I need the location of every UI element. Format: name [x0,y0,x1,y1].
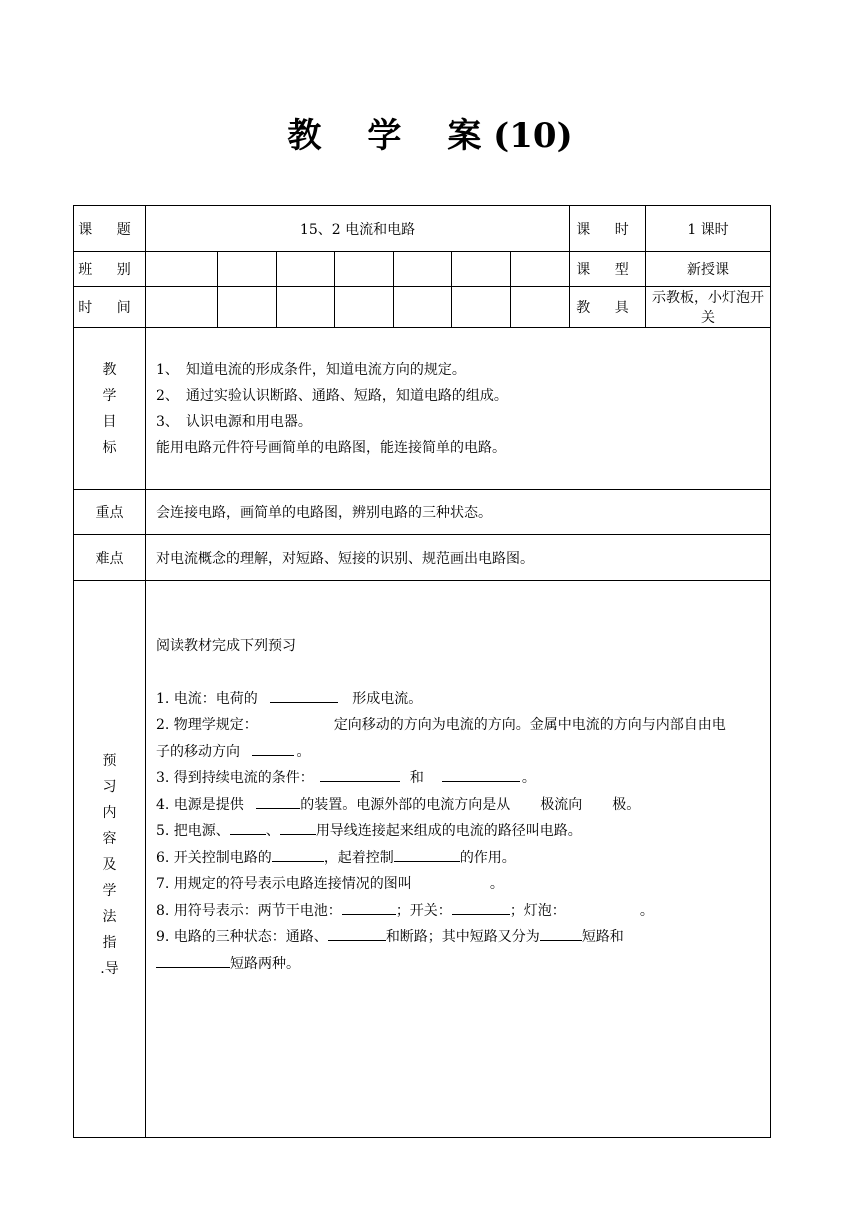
time-label: 时 间 [74,287,146,328]
blank[interactable] [230,820,266,835]
q3-text: 3. 得到持续电流的条件： [156,770,314,786]
blank[interactable] [442,767,520,782]
class-cell [511,252,570,287]
difficult-text: 对电流概念的理解，对短路、短接的识别、规范画出电路图。 [146,535,771,581]
preview-content [146,581,771,1138]
q3-text: 。 [521,770,536,786]
q6-text: 6. 开关控制电路的 [156,849,272,866]
q5-text: 用导线连接起来组成的电流的路径叫电路。 [315,823,582,839]
q3-text: 和 [409,770,424,786]
question-1 [156,686,764,713]
key-text: 会连接电路，画简单的电路图，辨别电路的三种状态。 [146,490,771,535]
period-label: 课 时 [570,206,646,252]
type-value: 新授课 [646,252,771,287]
preview-label-char: 内 [102,805,117,821]
q9-text: 9. 电路的三种状态：通路、 [156,929,328,945]
time-cell [218,287,277,328]
preview-label-char: 习 [102,779,117,795]
page-title [0,108,860,157]
q9-text: 短路和 [581,929,624,945]
preview-label-char: 容 [102,831,117,847]
q7-text: 。 [489,876,504,892]
difficult-label: 难点 [74,535,146,581]
time-cell [335,287,394,328]
q8-text: 。 [639,902,654,919]
class-cell [335,252,394,287]
question-2 [156,712,764,739]
q2-text: 。 [296,743,311,760]
preview-label-char: 法 [102,909,117,925]
blank[interactable] [156,953,230,968]
q6-text: ，起着控制 [323,849,394,866]
question-9 [156,924,764,951]
goal-item: 1、 知道电流的形成条件，知道电流方向的规定。 [156,361,466,378]
blank[interactable] [252,741,294,756]
q4-text: 极。 [612,796,641,813]
q2-text: 定向移动的方向为电流的方向。金属中电流的方向与内部自由电 [333,717,726,733]
blank[interactable] [320,767,400,782]
preview-label-char: 指 [102,935,117,951]
class-cell [452,252,511,287]
tools-label: 教 具 [570,287,646,328]
goal-item: 3、 认识电源和用电器。 [156,413,312,430]
q9-text: 和断路；其中短路又分为 [385,929,540,945]
row-key [74,490,771,535]
q7-text: 7. 用规定的符号表示电路连接情况的图叫 [156,876,412,892]
title-char-1: 教 [287,116,322,156]
class-label: 班 别 [74,252,146,287]
preview-label-char: .导 [100,961,119,977]
preview-intro: 阅读教材完成下列预习 [156,638,296,654]
q1-text: 形成电流。 [352,690,423,707]
title-char-3: 案 [447,116,482,156]
question-5 [156,818,764,845]
question-6 [156,845,764,872]
preview-label [74,581,146,1138]
row-topic [74,206,771,252]
q4-text: 极流向 [540,796,583,813]
q2-text: 子的移动方向 [156,743,240,760]
goals-label-char: 教 [102,361,117,378]
goal-item: 2、 通过实验认识断路、通路、短路，知道电路的组成。 [156,387,508,404]
question-3 [156,765,764,792]
row-difficult [74,535,771,581]
blank[interactable] [540,926,582,941]
time-cell [511,287,570,328]
q2-text: 2. 物理学规定： [156,717,258,733]
goals-content [146,328,771,490]
goal-item: 能用电路元件符号画简单的电路图，能连接简单的电路。 [156,439,506,456]
q5-text: 5. 把电源、 [156,823,230,839]
blank[interactable] [394,847,460,862]
blank[interactable] [328,926,386,941]
preview-label-char: 预 [102,753,117,769]
time-cell [146,287,218,328]
q4-text: 的装置。电源外部的电流方向是从 [300,796,511,813]
lesson-plan-table [73,205,771,1138]
row-class [74,252,771,287]
q4-text: 4. 电源是提供 [156,796,244,813]
preview-label-char: 及 [102,857,117,873]
title-char-2: 学 [367,116,402,156]
row-preview [74,581,771,1138]
blank[interactable] [270,688,338,703]
topic-label: 课 题 [74,206,146,252]
q8-text: ；灯泡： [509,902,566,919]
title-number: (10) [493,116,573,156]
question-2-cont [156,739,764,766]
class-cell [146,252,218,287]
row-time [74,287,771,328]
blank[interactable] [256,794,300,809]
q8-text: 8. 用符号表示：两节干电池： [156,902,342,919]
class-cell [218,252,277,287]
question-8 [156,898,764,925]
blank[interactable] [280,820,316,835]
blank[interactable] [342,900,396,915]
time-cell [452,287,511,328]
goals-label-char: 标 [102,439,117,456]
goals-label [74,328,146,490]
blank[interactable] [272,847,324,862]
q8-text: ；开关： [395,902,452,919]
q6-text: 的作用。 [459,849,516,866]
topic-value: 15、2 电流和电路 [146,206,570,252]
q1-text: 1. 电流：电荷的 [156,690,258,707]
key-label: 重点 [74,490,146,535]
tools-value: 示教板，小灯泡开关 [646,287,771,328]
question-7 [156,871,764,898]
row-goals [74,328,771,490]
class-cell [394,252,452,287]
time-cell [277,287,335,328]
goals-label-char: 学 [102,387,117,404]
type-label: 课 型 [570,252,646,287]
preview-label-char: 学 [102,883,117,899]
question-9-cont [156,951,764,978]
time-cell [394,287,452,328]
blank[interactable] [452,900,510,915]
period-value: 1 课时 [646,206,771,252]
q5-text: 、 [265,823,280,839]
class-cell [277,252,335,287]
goals-label-char: 目 [102,413,117,430]
question-4 [156,792,764,819]
q9-text: 短路两种。 [230,955,300,972]
